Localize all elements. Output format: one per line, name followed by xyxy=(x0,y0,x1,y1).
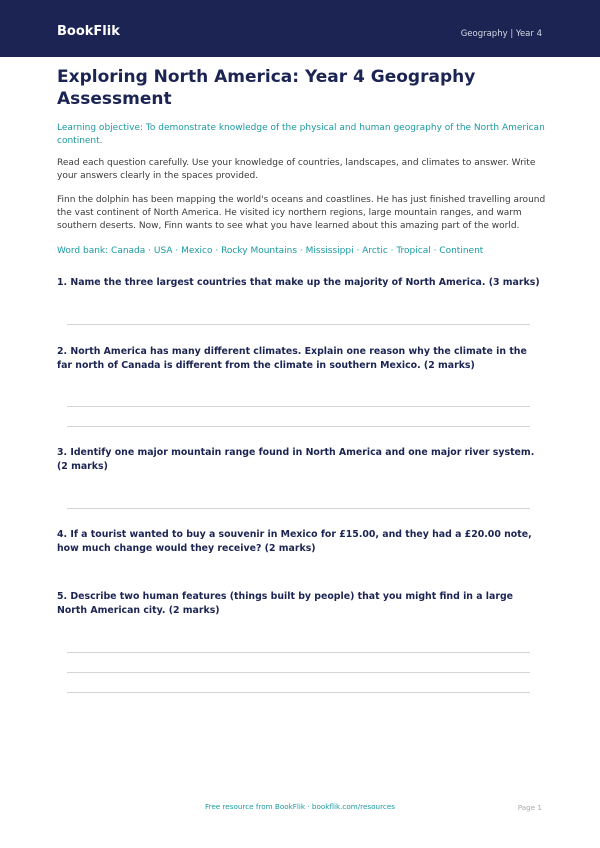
subject-year-label: Geography | Year 4 xyxy=(460,29,542,39)
answer-line-q5-2[interactable] xyxy=(67,672,530,673)
answer-line-q5-1[interactable] xyxy=(67,652,530,653)
answer-line-q1[interactable] xyxy=(67,324,530,325)
word-bank: Word bank: Canada · USA · Mexico · Rocky Mountains · Mississippi · Arctic · Tropical · Continent xyxy=(57,246,484,256)
answer-line-q2-2[interactable] xyxy=(67,426,530,427)
question-1: 1. Name the three largest countries that make up the majority of North America. (3 marks) xyxy=(57,277,540,288)
brand-logo[interactable]: BookFlik xyxy=(57,24,120,39)
answer-line-q2-1[interactable] xyxy=(67,406,530,407)
answer-line-q5-3[interactable] xyxy=(67,692,530,693)
learning-objective: Learning objective: To demonstrate knowledge of the physical and human geography of the North American continent. xyxy=(57,123,545,146)
instructions-text: Read each question carefully. Use your knowledge of countries, landscapes, and climates to answer. Write your answers clearly in the spaces provided. xyxy=(57,158,536,181)
page-number: Page 1 xyxy=(517,803,542,812)
question-4: 4. If a tourist wanted to buy a souvenir in Mexico for £15.00, and they had a £20.00 note, how much change would they receive? (2 marks) xyxy=(57,529,532,554)
question-5: 5. Describe two human features (things built by people) that you might find in a large North American city. (2 marks) xyxy=(57,591,514,616)
page-title: Exploring North America: Year 4 Geography Assessment xyxy=(57,67,476,109)
footer-resource-link[interactable]: Free resource from BookFlik · bookflik.com/resources xyxy=(204,802,396,811)
question-2: 2. North America has many different climates. Explain one reason why the climate in the far north of Canada is different from the climate in southern Mexico. (2 marks) xyxy=(57,346,527,371)
question-3: 3. Identify one major mountain range found in North America and one major river system. (2 marks) xyxy=(57,447,535,472)
header-bar xyxy=(0,0,600,57)
story-text: Finn the dolphin has been mapping the world's oceans and coastlines. He has just finished travelling around the vast continent of North America. He visited icy northern regions, large mountain ranges, and warm southern deserts. Now, Finn wants to see what you have learned about this amazing part of the world. xyxy=(57,195,546,231)
answer-line-q3[interactable] xyxy=(67,508,530,509)
